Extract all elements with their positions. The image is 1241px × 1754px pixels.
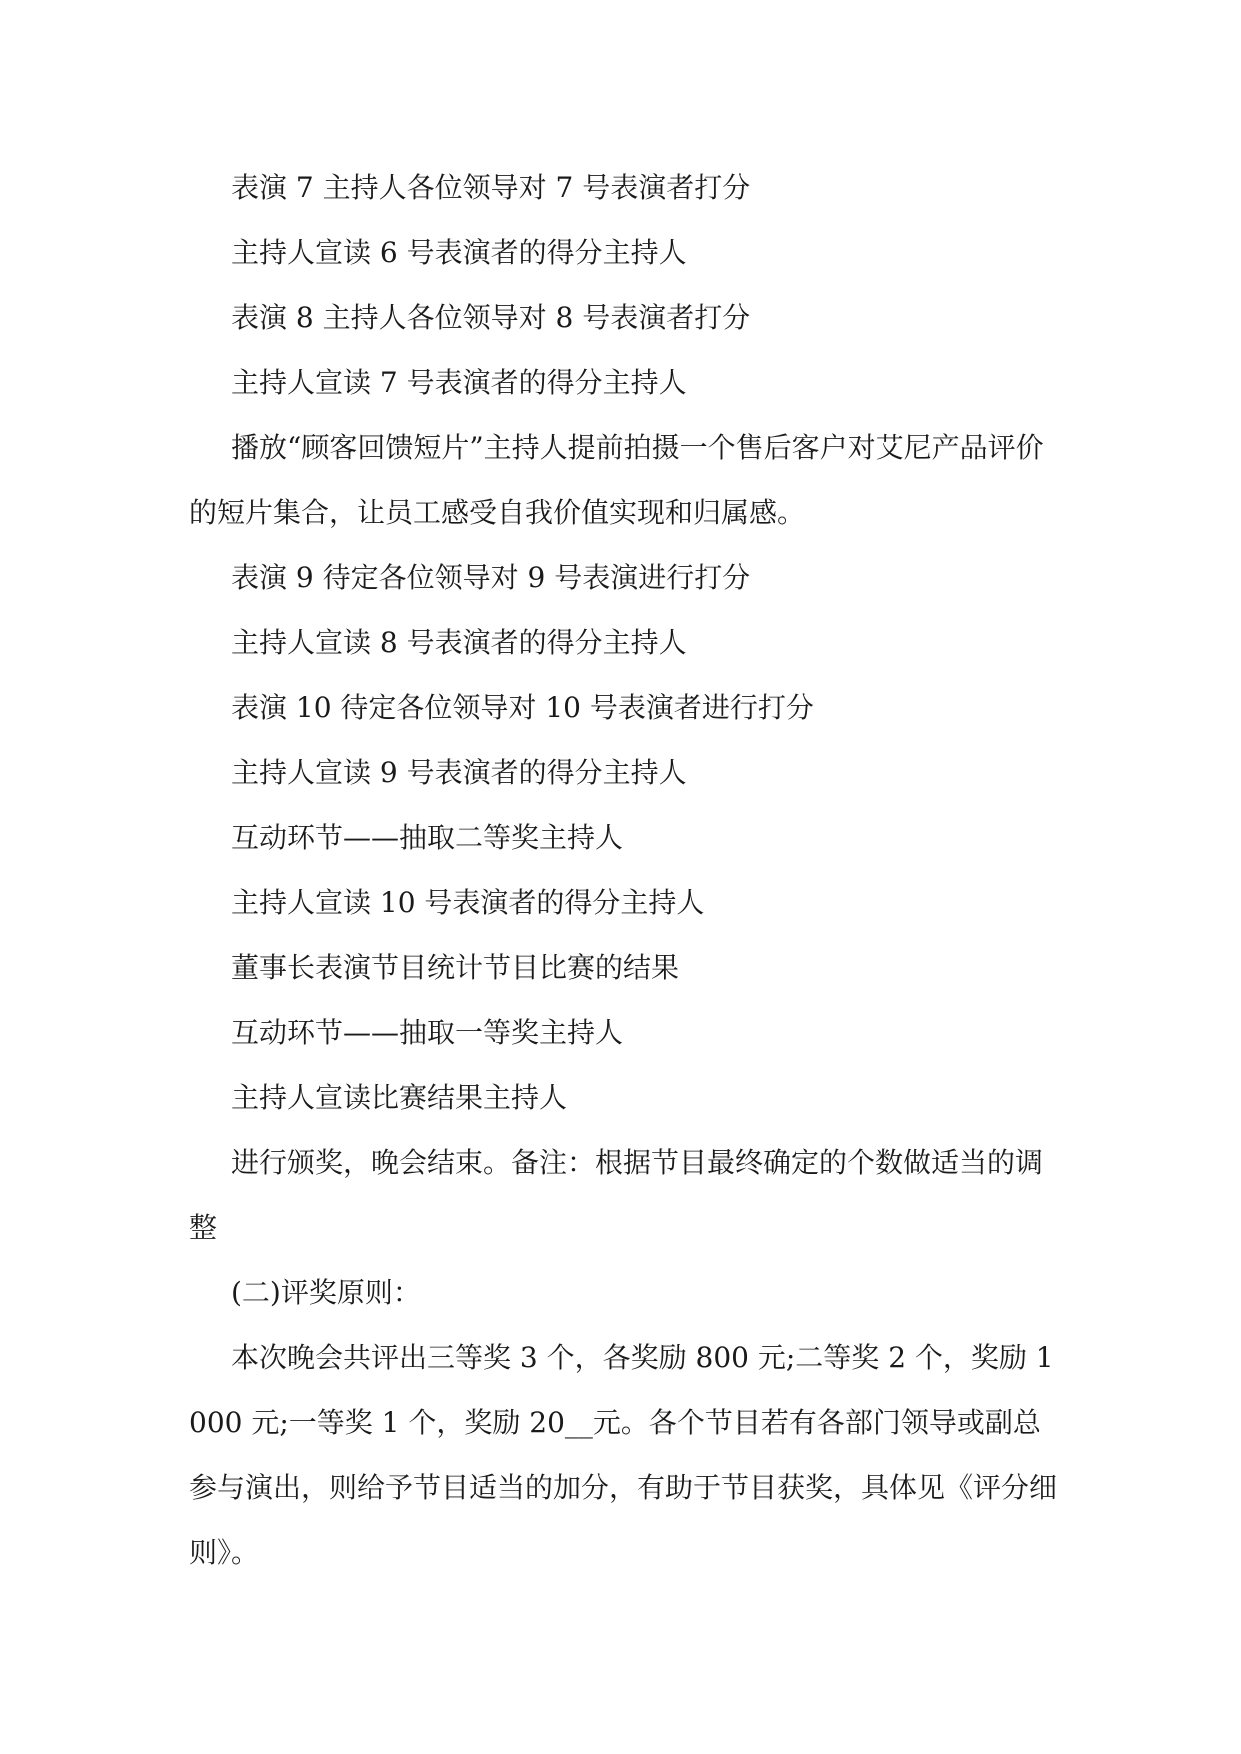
paragraph: 互动环节——抽取一等奖主持人	[231, 1016, 624, 1049]
paragraph: 进行颁奖，晚会结束。备注：根据节目最终确定的个数做适当的调整	[189, 1146, 1044, 1244]
paragraph: 互动环节——抽取二等奖主持人	[231, 821, 624, 854]
paragraph: 表演 7 主持人各位领导对 7 号表演者打分	[231, 171, 751, 204]
paragraph: 播放“顾客回馈短片”主持人提前拍摄一个售后客户对艾尼产品评价的短片集合，让员工感受自我价值实现和归属感。	[189, 431, 1044, 529]
paragraph: 表演 10 待定各位领导对 10 号表演者进行打分	[231, 691, 814, 724]
paragraph: 主持人宣读 9 号表演者的得分主持人	[231, 756, 687, 789]
paragraph: 本次晚会共评出三等奖 3 个，各奖励 800 元;二等奖 2 个，奖励 1000 元;一等奖 1 个，奖励 20__元。各个节目若有各部门领导或副总参与演出，则给予节目适当的加分，有助于节目获奖，具体见《评分细则》。	[189, 1341, 1058, 1569]
paragraph: 表演 9 待定各位领导对 9 号表演进行打分	[231, 561, 751, 594]
paragraph: 董事长表演节目统计节目比赛的结果	[231, 951, 680, 984]
document-body	[189, 155, 1059, 1585]
paragraph: 主持人宣读 10 号表演者的得分主持人	[231, 886, 705, 919]
paragraph: 主持人宣读比赛结果主持人	[231, 1081, 568, 1114]
paragraph: 主持人宣读 7 号表演者的得分主持人	[231, 366, 687, 399]
section-heading: (二)评奖原则：	[231, 1276, 421, 1309]
paragraph: 主持人宣读 8 号表演者的得分主持人	[231, 626, 687, 659]
paragraph: 表演 8 主持人各位领导对 8 号表演者打分	[231, 301, 751, 334]
paragraph: 主持人宣读 6 号表演者的得分主持人	[231, 236, 687, 269]
